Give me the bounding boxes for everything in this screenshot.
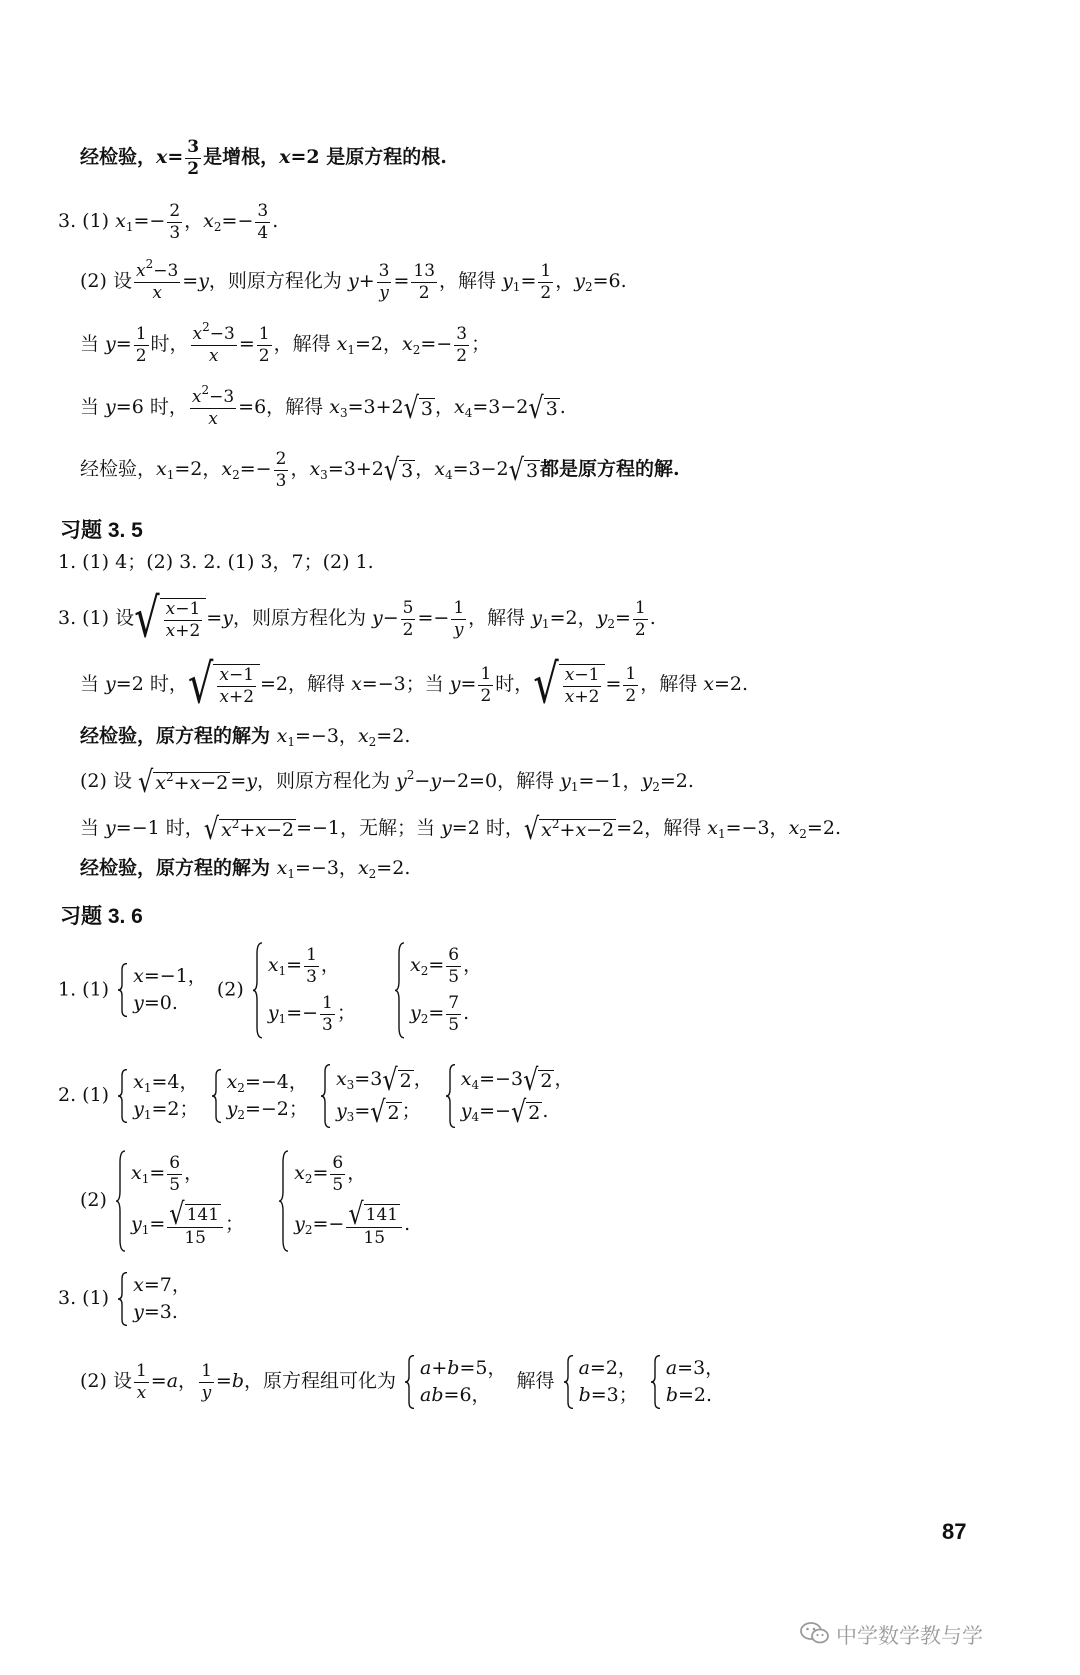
page-number: 87 <box>942 1519 967 1544</box>
section-title-3-6: 习题 3. 6 <box>60 905 143 928</box>
watermark <box>800 1620 983 1650</box>
system-2-1d: $x_4=-3√$ 2 ， $y_4=-√$ 2 . <box>445 1064 574 1128</box>
system-3-2b: a=2， b=3； <box>563 1355 638 1409</box>
exercise-3-5-3-2-verification: 经检验，原方程的解为 $x_1=-3$，$x_2=2$. <box>80 857 411 881</box>
wechat-icon <box>800 1621 830 1650</box>
line-verification-1: 经检验，x= $\frac{3}{2}$ 是增根，x=2 是原方程的根. <box>80 137 447 179</box>
system-2-1b: $x_2=-4$， $y_2=-2$； <box>211 1069 308 1123</box>
problem-3-1-answer: 3. (1) $x_1=-$ $\frac{2}{3}$ ，$x_2=-$ $\frac{3}{4}$ . <box>58 201 279 243</box>
system-1-1: x=−1， y=0. <box>117 963 207 1017</box>
problem-3-2-case-2: 当 y=6 时， $\frac{x^2-3}{x}$ =6，解得 $x_3=3+2√$ 3 ，$x_4=3-2√$ 3 . <box>80 383 566 429</box>
watermark-text: 中学数学教与学 <box>836 1624 983 1648</box>
exercise-3-6-3-1: 3. (1) x=7， y=3. <box>58 1272 195 1326</box>
exercise-3-5-3-2-substitution: (2) 设 √ $x^2+x-2 =y$，则原方程化为 $y^2-y-2=0$，解得 $y_1=-1$，$y_2=2$. <box>80 764 694 800</box>
system-2-2a: $x_1=$ $\frac{6}{5}$ ， $y_1=$ $\frac{√ 141}{15}$ ； <box>115 1150 244 1252</box>
exercise-3-5-3-1-verification: 经检验，原方程的解为 $x_1=-3$，$x_2=2$. <box>80 725 411 749</box>
exercise-3-6-3-2: (2) 设 $\frac{1}{x}$ =a， $\frac{1}{y}$ =b，原方程组可化为 a+b=5， ab=6， 解得 a=2， b=3； a=3， b=2. <box>80 1355 728 1409</box>
exercise-3-6-2-2: (2) $x_1=$ $\frac{6}{5}$ ， $y_1=$ $\frac{√ 141}{15}$ ； $x_2=$ $\frac{6}{5}$ ， $y_2=-$ $\frac{√ 141}{15}$ . <box>80 1150 414 1252</box>
system-2-2b: $x_2=$ $\frac{6}{5}$ ， $y_2=-$ $\frac{√ 141}{15}$ . <box>278 1150 410 1252</box>
section-title-3-5: 习题 3. 5 <box>60 519 143 542</box>
problem-3-2-case-1: 当 y= $\frac{1}{2}$ 时， $\frac{x^2-3}{x}$ = $\frac{1}{2}$ ，解得 $x_1=2$，$x_2=-$ $\frac{3}{2}$ ； <box>80 320 491 366</box>
system-1-2a: $x_1=$ $\frac{1}{3}$ ， $y_1=-$ $\frac{1}{3}$ ； <box>252 942 356 1039</box>
exercise-3-6-1: 1. (1) x=−1， y=0. (2) $x_1=$ $\frac{1}{3}$ ， $y_1=-$ $\frac{1}{3}$ ； $x_2=$ $\frac{6}{5}$ ， $y_2=$ $\frac{7}{5}$ . <box>58 942 486 1039</box>
exercise-3-5-3-2-cases: 当 y=−1 时，√ $x^2+x-2 =-1$，无解；当 y=2 时，√ $x^2+x-2 =2$，解得 $x_1=-3$，$x_2=2$. <box>80 811 841 847</box>
exercise-3-6-2-1: 2. (1) $x_1=4$， $y_1=2$； $x_2=-4$， $y_2=-2$； $x_3=3√$ 2 ， $y_3=√$ 2 ； $x_4=-3√$ 2 ， $y_4=-√$ 2 . <box>58 1062 574 1130</box>
problem-3-2-verification: 经检验，$x_1=2$，$x_2=-$ $\frac{2}{3}$ ，$x_3=3+2√$ 3 ，$x_4=3-2√$ 3 都是原方程的解. <box>80 449 680 491</box>
exercise-3-5-answers-1-2: 1. (1) 4；(2) 3. 2. (1) 3，7；(2) 1. <box>58 551 374 573</box>
system-3-2a: a+b=5， ab=6， <box>404 1355 506 1409</box>
system-1-2b: $x_2=$ $\frac{6}{5}$ ， $y_2=$ $\frac{7}{5}$ . <box>394 942 482 1039</box>
system-3-2c: a=3， b=2. <box>650 1355 724 1409</box>
system-3-1: x=7， y=3. <box>117 1272 191 1326</box>
system-2-1c: $x_3=3√$ 2 ， $y_3=√$ 2 ； <box>320 1064 433 1128</box>
exercise-3-5-3-1-cases: 当 y=2 时，√ $\frac{x-1}{x+2}$ =2，解得 x=−3；当 y= $\frac{1}{2}$ 时，√ $\frac{x-1}{x+2}$ = $\frac{1}{2}$ ，解得 x=2. <box>80 654 749 717</box>
exercise-3-5-3-1-substitution: 3. (1) 设√ $\frac{x-1}{x+2}$ =y，则原方程化为 y− $\frac{5}{2}$ =− $\frac{1}{y}$ ，解得 $y_1=2$，$y_2=$ $\frac{1}{2}$ . <box>58 588 656 651</box>
system-2-1a: $x_1=4$， $y_1=2$； <box>117 1069 198 1123</box>
problem-3-2-substitution: (2) 设 $\frac{x^2-3}{x}$ =y，则原方程化为 y+ $\frac{3}{y}$ = $\frac{13}{2}$ ，解得 $y_1=$ $\frac{1}{2}$ ，$y_2=6$. <box>80 257 627 303</box>
